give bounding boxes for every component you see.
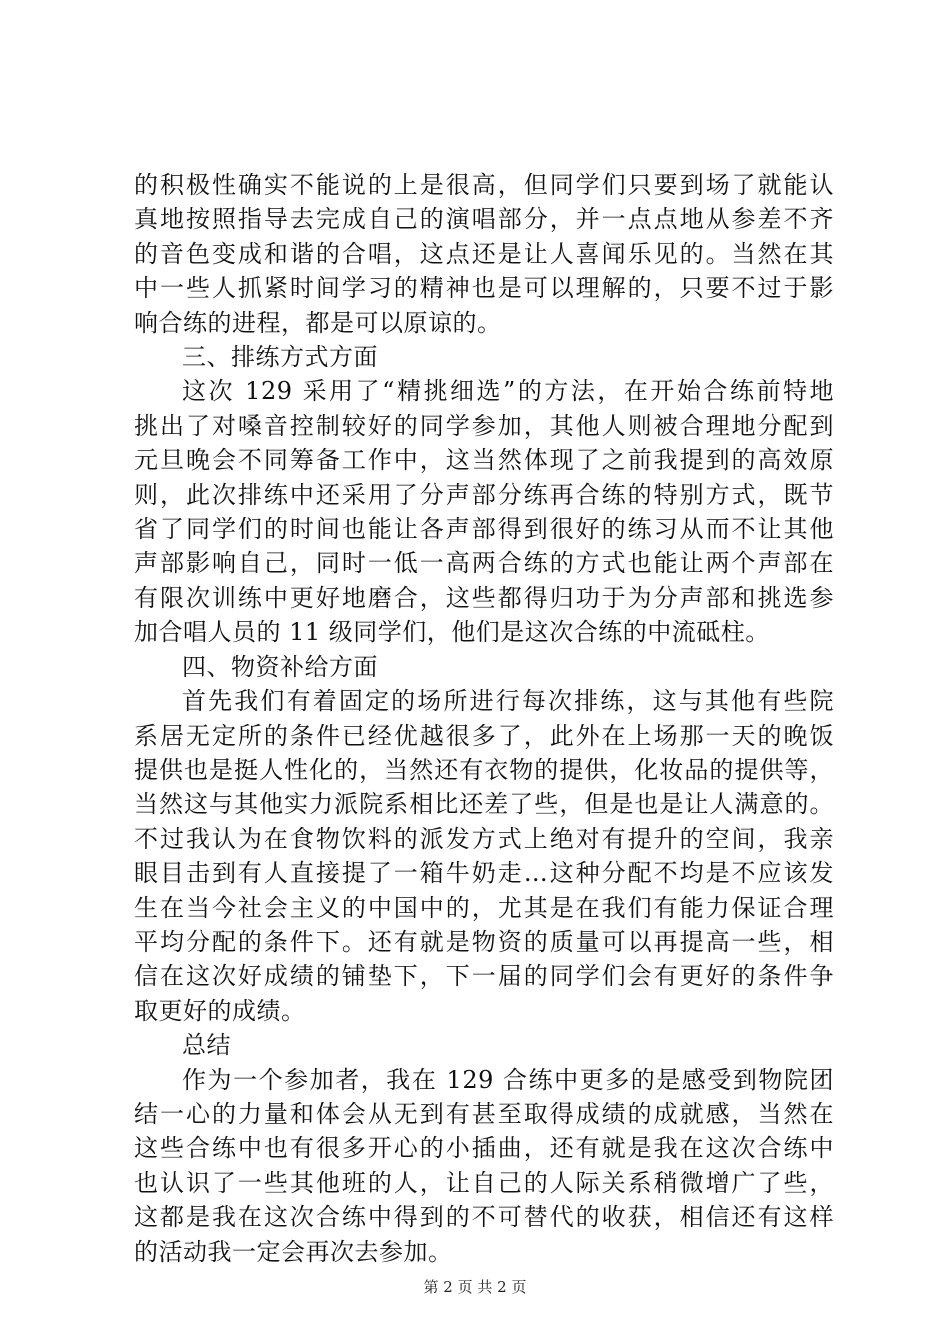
text-line: 加合唱人员的 11 级同学们，他们是这次合练的中流砥柱。: [134, 618, 770, 647]
text-line: 平均分配的条件下。还有就是物资的质量可以再提高一些，相: [134, 927, 834, 956]
text-line: 省了同学们的时间也能让各声部得到很好的练习从而不让其他: [134, 515, 834, 544]
text-line: 首先我们有着固定的场所进行每次排练，这与其他有些院: [182, 687, 834, 716]
text-line: 当然这与其他实力派院系相比还差了些，但是也是让人满意的。: [134, 790, 834, 819]
text-line: 取更好的成绩。: [134, 996, 306, 1025]
text-line: 挑出了对嗓音控制较好的同学参加，其他人则被合理地分配到: [134, 411, 834, 440]
text-line: 也认识了一些其他班的人，让自己的人际关系稍微增广了些，: [134, 1168, 834, 1197]
text-line: 的活动我一定会再次去参加。: [134, 1237, 453, 1266]
text-line: 中一些人抓紧时间学习的精神也是可以理解的，只要不过于影: [134, 274, 834, 303]
text-line: 眼目击到有人直接提了一箱牛奶走…这种分配不均是不应该发: [134, 859, 834, 888]
text-line: 提供也是挺人性化的，当然还有衣物的提供，化妆品的提供等，: [134, 755, 834, 784]
text-line: 结一心的力量和体会从无到有甚至取得成绩的成就感，当然在: [134, 1099, 834, 1128]
section-heading: 三、排练方式方面: [182, 343, 378, 372]
text-line: 这些合练中也有很多开心的小插曲，还有就是我在这次合练中: [134, 1134, 834, 1163]
text-line: 的音色变成和谐的合唱，这点还是让人喜闻乐见的。当然在其: [134, 239, 834, 268]
text-line: 系居无定所的条件已经优越很多了，此外在上场那一天的晚饭: [134, 721, 834, 750]
text-line: 信在这次好成绩的铺垫下，下一届的同学们会有更好的条件争: [134, 962, 834, 991]
text-line: 的积极性确实不能说的上是很高，但同学们只要到场了就能认: [134, 171, 834, 199]
text-line: 元旦晚会不同筹备工作中，这当然体现了之前我提到的高效原: [134, 446, 834, 475]
text-line: 这都是我在这次合练中得到的不可替代的收获，相信还有这样: [134, 1203, 834, 1232]
text-line: 声部影响自己，同时一低一高两合练的方式也能让两个声部在: [134, 549, 834, 578]
page-footer: 第 2 页 共 2 页: [423, 1278, 527, 1296]
text-line: 不过我认为在食物饮料的派发方式上绝对有提升的空间，我亲: [134, 824, 834, 853]
text-line: 真地按照指导去完成自己的演唱部分，并一点点地从参差不齐: [134, 205, 834, 234]
text-line: 则，此次排练中还采用了分声部分练再合练的特别方式，既节: [134, 480, 834, 509]
section-heading: 总结: [182, 1031, 231, 1060]
text-line: 生在当今社会主义的中国中的，尤其是在我们有能力保证合理: [134, 893, 834, 922]
text-line: 这次 129 采用了“精挑细选”的方法，在开始合练前特地: [182, 377, 834, 406]
text-line: 有限次训练中更好地磨合，这些都得归功于为分声部和挑选参: [134, 583, 834, 612]
document-body: [134, 168, 834, 1269]
text-line: 响合练的进程，都是可以原谅的。: [134, 308, 502, 337]
section-heading: 四、物资补给方面: [182, 652, 378, 681]
text-line: 作为一个参加者，我在 129 合练中更多的是感受到物院团: [182, 1065, 834, 1094]
